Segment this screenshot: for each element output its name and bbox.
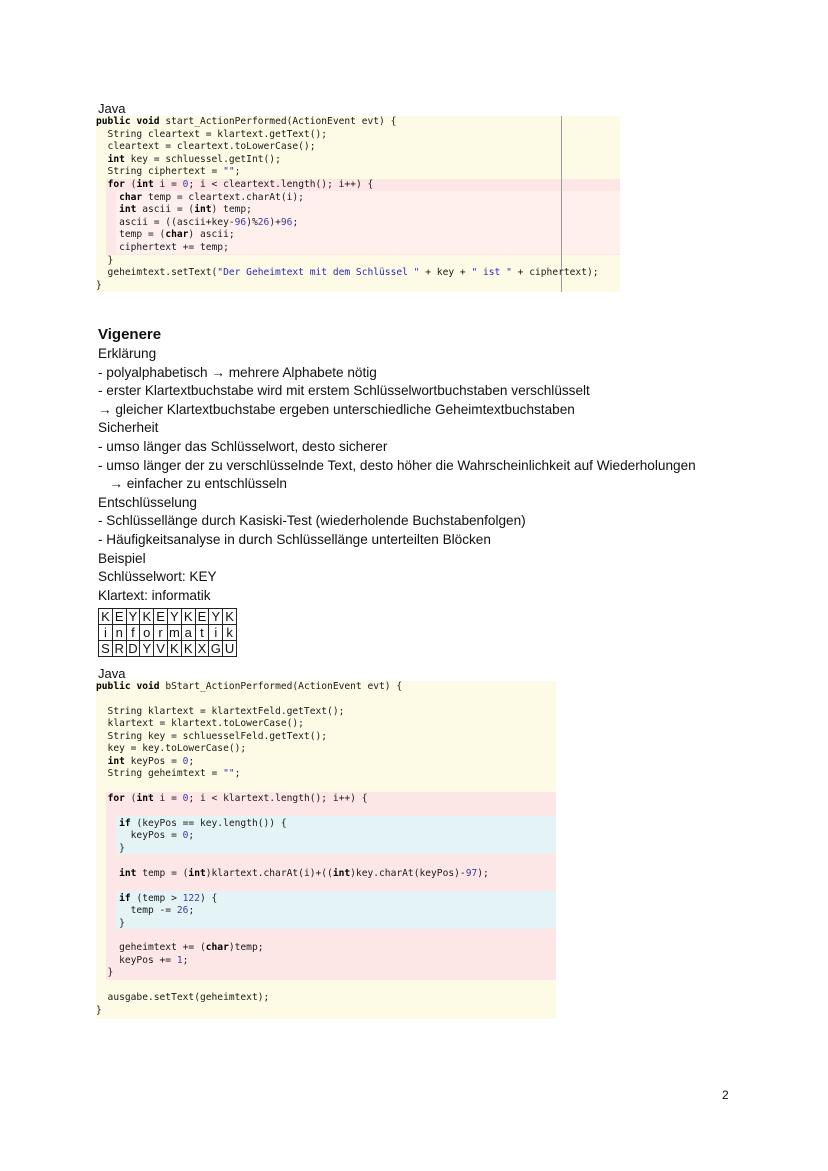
table-cell: K — [140, 609, 154, 625]
table-row — [99, 641, 237, 657]
code-line: int temp = (int)klartext.charAt(i)+((int)key.charAt(keyPos)-97); — [119, 867, 489, 879]
code-line: ascii = ((ascii+key-96)%26)+96; — [96, 216, 299, 228]
table-cell: K — [181, 609, 195, 625]
code-line: String klartext = klartextFeld.getText(); — [96, 705, 345, 717]
text-line: - umso länger das Schlüsselwort, desto sicherer — [98, 438, 388, 454]
code-line: String geheimtext = ""; — [96, 768, 241, 780]
table-row — [99, 625, 237, 641]
text-line: Sicherheit — [98, 420, 159, 436]
table-cell: E — [195, 609, 209, 625]
code-line: ausgabe.setText(geheimtext); — [96, 992, 270, 1004]
table-cell: f — [126, 625, 140, 641]
table-cell: Y — [126, 609, 140, 625]
section-heading-vigenere: Vigenere — [98, 326, 162, 343]
code-line: } — [96, 967, 114, 979]
table-cell: K — [223, 609, 237, 625]
table-cell: i — [209, 625, 223, 641]
table-cell: Y — [140, 641, 154, 657]
code-line: char temp = cleartext.charAt(i); — [119, 191, 304, 203]
table-row — [99, 609, 237, 625]
code-line: if (keyPos == key.length()) { — [119, 817, 287, 829]
code-line: temp = (char) ascii; — [96, 229, 235, 241]
code-line: geheimtext += (char)temp; — [96, 942, 264, 954]
text-line: - umso länger der zu verschlüsselnde Text, desto höher die Wahrscheinlichkeit auf Wiederholungen — [98, 457, 696, 473]
table-cell: K — [99, 609, 113, 625]
text-line: Erklärung — [98, 346, 157, 361]
code-line: temp -= 26; — [96, 905, 195, 917]
code-line: } — [96, 279, 102, 291]
table-cell: o — [140, 625, 154, 641]
code-line: keyPos = 0; — [96, 830, 195, 842]
table-cell: r — [154, 625, 168, 641]
table-cell: a — [181, 625, 195, 641]
table-cell: i — [99, 625, 113, 641]
table-cell: Y — [209, 609, 223, 625]
code-line: key = key.toLowerCase(); — [96, 743, 247, 755]
code-line: } — [96, 1004, 102, 1016]
code-line: String cleartext = klartext.getText(); — [96, 128, 328, 140]
table-cell: E — [112, 609, 126, 625]
text-line: Beispiel — [98, 550, 146, 566]
code-line: } — [96, 917, 125, 929]
code-line: int keyPos = 0; — [107, 755, 195, 767]
code-language-label-1: Java — [98, 101, 126, 116]
code-line: String key = schluesselFeld.getText(); — [96, 730, 328, 742]
table-cell: U — [223, 641, 237, 657]
vigenere-example-table — [98, 608, 237, 657]
vigenere-explanation — [98, 345, 696, 605]
table-cell: m — [168, 625, 180, 640]
code-line: if (temp > 122) { — [119, 892, 218, 904]
table-cell: K — [181, 641, 195, 657]
code-line: } — [96, 842, 125, 854]
code-line: cleartext = cleartext.toLowerCase(); — [96, 141, 316, 153]
table-cell: E — [154, 609, 168, 625]
code-line: klartext = klartext.toLowerCase(); — [96, 718, 304, 730]
table-cell: Y — [167, 609, 181, 625]
code-language-label-2: Java — [98, 666, 126, 681]
table-cell: k — [223, 625, 237, 641]
page-number: 2 — [722, 1088, 729, 1102]
code-line: public void bStart_ActionPerformed(ActionEvent evt) { — [96, 681, 403, 692]
table-cell: V — [154, 641, 168, 657]
text-line: - polyalphabetisch → mehrere Alphabete nötig — [98, 364, 377, 380]
text-line: Schlüsselwort: KEY — [98, 569, 217, 585]
text-line: - Häufigkeitsanalyse in durch Schlüssellänge unterteilten Blöcken — [98, 531, 491, 547]
code-line: public void start_ActionPerformed(ActionEvent evt) { — [96, 116, 397, 127]
table-cell: D — [126, 641, 140, 657]
text-line: - erster Klartextbuchstabe wird mit erstem Schlüsselwortbuchstaben verschlüsselt — [98, 383, 590, 399]
table-cell: R — [112, 641, 126, 657]
text-line: → einfacher zu entschlüsseln — [98, 476, 287, 492]
code-line: keyPos += 1; — [96, 954, 189, 966]
code-line: geheimtext.setText("Der Geheimtext mit dem Schlüssel " + key + " ist " + ciphertext); — [96, 267, 599, 279]
code-line: ciphertext += temp; — [96, 242, 229, 253]
code-line: int ascii = (int) temp; — [119, 204, 252, 216]
text-line: Klartext: informatik — [98, 587, 211, 603]
table-cell: S — [99, 641, 113, 657]
table-cell: G — [210, 641, 221, 656]
table-cell: K — [167, 641, 181, 657]
text-line: → gleicher Klartextbuchstabe ergeben unterschiedliche Geheimtextbuchstaben — [98, 401, 575, 417]
table-cell: n — [112, 625, 126, 641]
code-line: String ciphertext = ""; — [96, 166, 241, 178]
code-line: for (int i = 0; i < klartext.length(); i++) { — [107, 793, 368, 805]
text-line: Entschlüsselung — [98, 494, 197, 510]
code-line: } — [96, 254, 114, 266]
text-line: - Schlüssellänge durch Kasiski-Test (wiederholende Buchstabenfolgen) — [98, 513, 526, 529]
table-cell: X — [195, 641, 209, 657]
table-cell: t — [195, 625, 209, 641]
code-line: for (int i = 0; i < cleartext.length(); i++) { — [107, 179, 374, 190]
code-line: int key = schluessel.getInt(); — [107, 153, 281, 165]
